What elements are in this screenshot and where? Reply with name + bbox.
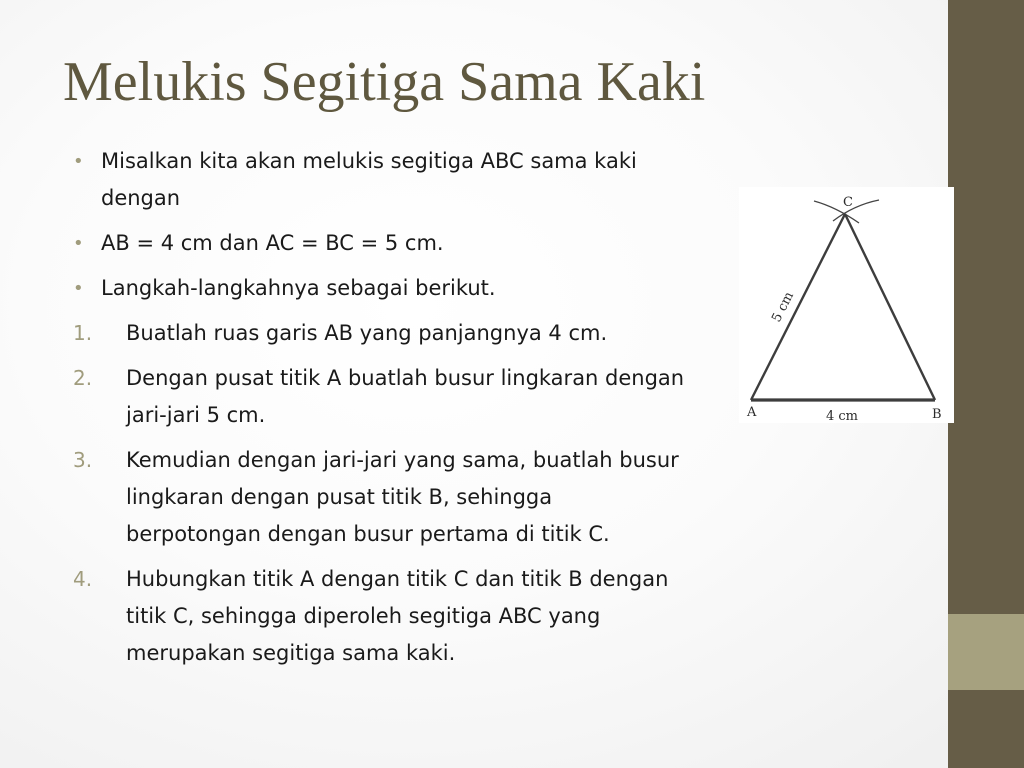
step-number: 1. [73,321,93,345]
step-item [73,561,693,672]
step-number: 4. [73,567,93,591]
step-text: Buatlah ruas garis AB yang panjangnya 4 cm. [126,321,608,345]
base-length-label: 4 cm [826,409,859,423]
right-accent-block [948,614,1024,690]
arc-from-b [833,200,879,221]
slide-content [73,143,693,680]
bullet-text: Langkah-langkahnya sebagai berikut. [101,276,496,300]
step-number: 3. [73,448,93,472]
bullet-item [73,143,693,217]
side-length-label: 5 cm [769,289,798,325]
step-text: Kemudian dengan jari-jari yang sama, buatlah busur lingkaran dengan pusat titik B, sehingga berpotongan dengan busur pertama di titik C. [126,448,679,546]
step-item [73,442,693,553]
step-number: 2. [73,366,93,390]
step-item [73,315,693,352]
triangle-diagram [739,187,954,423]
side-ac [751,214,845,400]
vertex-c-label: C [843,195,853,210]
bullet-text: AB = 4 cm dan AC = BC = 5 cm. [101,231,444,255]
side-bc [845,214,935,400]
step-text: Dengan pusat titik A buatlah busur lingkaran dengan jari-jari 5 cm. [126,366,685,427]
slide-title: Melukis Segitiga Sama Kaki [63,51,706,113]
step-text: Hubungkan titik A dengan titik C dan titik B dengan titik C, sehingga diperoleh segitiga ABC yang merupakan segitiga sama kaki. [126,567,669,665]
bullet-marker: • [73,233,84,254]
step-item [73,360,693,434]
bullet-text: Misalkan kita akan melukis segitiga ABC sama kaki dengan [101,149,637,210]
bullet-item [73,225,693,262]
vertex-a-label: A [747,405,757,420]
bullet-marker: • [73,151,84,172]
vertex-b-label: B [932,407,942,422]
bullet-marker: • [73,278,84,299]
bullet-item [73,270,693,307]
triangle-figure [739,187,954,423]
